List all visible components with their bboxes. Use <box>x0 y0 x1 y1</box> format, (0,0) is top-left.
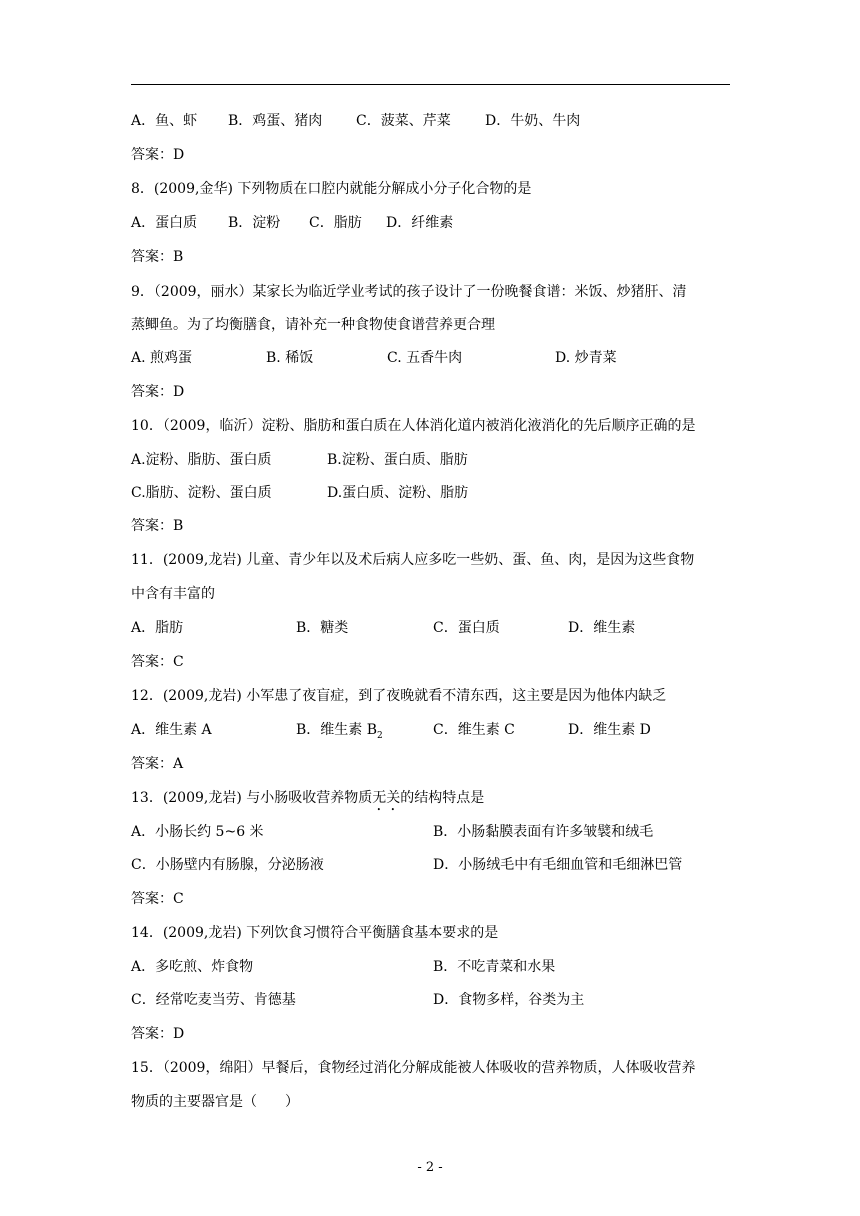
q10-option-c: C.脂肪、淀粉、蛋白质 <box>131 485 272 501</box>
header-rule <box>131 84 730 85</box>
q7-option-a: A．鱼、虾 <box>131 113 198 129</box>
page-number: - 2 - <box>417 1160 443 1175</box>
q15-stem-line-2: 物质的主要器官是（ ） <box>131 1094 299 1110</box>
q8-stem: 8．(2009,金华) 下列物质在口腔内就能分解成小分子化合物的是 <box>131 181 532 197</box>
q10-answer: 答案：B <box>131 518 184 534</box>
q11-answer: 答案：C <box>131 654 184 670</box>
q11-option-c: C．蛋白质 <box>433 620 500 636</box>
q8-option-a: A．蛋白质 <box>131 215 198 231</box>
q12-answer: 答案：A <box>131 756 184 772</box>
q12-option-a: A．维生素 A <box>131 722 212 738</box>
q12-option-d: D．维生素 D <box>568 722 651 738</box>
q10-option-a: A.淀粉、脂肪、蛋白质 <box>131 452 272 468</box>
q9-stem-line-2: 蒸鲫鱼。为了均衡膳食，请补充一种食物使食谱营养更合理 <box>131 317 495 333</box>
q10-stem: 10．（2009，临沂）淀粉、脂肪和蛋白质在人体消化道内被消化液消化的先后顺序正确的是 <box>131 418 696 434</box>
q12-option-b-subscript: 2 <box>377 730 383 741</box>
q12-option-b-text: B．维生素 B <box>296 722 378 738</box>
q13-option-a: A．小肠长约 5~6 米 <box>131 824 264 840</box>
q9-option-b: B. 稀饭 <box>266 350 314 366</box>
q14-option-a: A．多吃煎、炸食物 <box>131 959 254 975</box>
q14-option-d: D．食物多样，谷类为主 <box>433 992 585 1008</box>
q14-answer: 答案：D <box>131 1026 185 1042</box>
q14-stem: 14．(2009,龙岩) 下列饮食习惯符合平衡膳食基本要求的是 <box>131 925 499 941</box>
q9-option-c: C. 五香牛肉 <box>387 350 463 366</box>
q8-option-d: D．纤维素 <box>386 215 454 231</box>
q11-stem-line-1: 11．(2009,龙岩) 儿童、青少年以及术后病人应多吃一些奶、蛋、鱼、肉，是因为这些食物 <box>131 552 695 568</box>
q9-stem-line-1: 9．（2009，丽水）某家长为临近学业考试的孩子设计了一份晚餐食谱：米饭、炒猪肝、清 <box>131 284 687 300</box>
q9-option-a: A. 煎鸡蛋 <box>131 350 193 366</box>
q14-option-c: C．经常吃麦当劳、肯德基 <box>131 992 296 1008</box>
q13-option-b: B．小肠黏膜表面有许多皱襞和绒毛 <box>433 824 654 840</box>
q12-stem: 12．(2009,龙岩) 小军患了夜盲症，到了夜晚就看不清东西，这主要是因为他体内缺乏 <box>131 688 667 704</box>
q11-option-a: A．脂肪 <box>131 620 184 636</box>
q13-option-d: D．小肠绒毛中有毛细血管和毛细淋巴管 <box>433 857 683 873</box>
q13-option-c: C．小肠壁内有肠腺，分泌肠液 <box>131 857 324 873</box>
q8-option-c: C．脂肪 <box>309 215 362 231</box>
q7-option-b: B．鸡蛋、猪肉 <box>228 113 323 129</box>
q14-option-b: B．不吃青菜和水果 <box>433 959 556 975</box>
q13-stem-emphasis: 无关 <box>372 790 401 806</box>
q11-option-b: B．糖类 <box>296 620 349 636</box>
q10-option-b: B.淀粉、蛋白质、脂肪 <box>327 452 468 468</box>
q10-option-d: D.蛋白质、淀粉、脂肪 <box>327 485 469 501</box>
q13-stem-suffix: 的结构特点是 <box>400 790 485 806</box>
q12-option-b <box>296 720 383 746</box>
q11-stem-line-2: 中含有丰富的 <box>131 586 215 602</box>
q12-option-c: C．维生素 C <box>433 722 515 738</box>
q9-answer: 答案：D <box>131 384 185 400</box>
q15-stem-line-1: 15．（2009，绵阳）早餐后，食物经过消化分解成能被人体吸收的营养物质，人体吸收营养 <box>131 1060 696 1076</box>
q7-option-c: C．菠菜、芹菜 <box>356 113 451 129</box>
q13-stem-prefix: 13．(2009,龙岩) 与小肠吸收营养物质 <box>131 790 373 806</box>
q11-option-d: D．维生素 <box>568 620 636 636</box>
q13-answer: 答案：C <box>131 891 184 907</box>
q8-option-b: B．淀粉 <box>228 215 281 231</box>
q13-stem <box>131 788 484 814</box>
q7-option-d: D．牛奶、牛肉 <box>485 113 581 129</box>
q8-answer: 答案：B <box>131 249 184 265</box>
q7-answer: 答案：D <box>131 147 185 163</box>
q9-option-d: D. 炒青菜 <box>555 350 617 366</box>
